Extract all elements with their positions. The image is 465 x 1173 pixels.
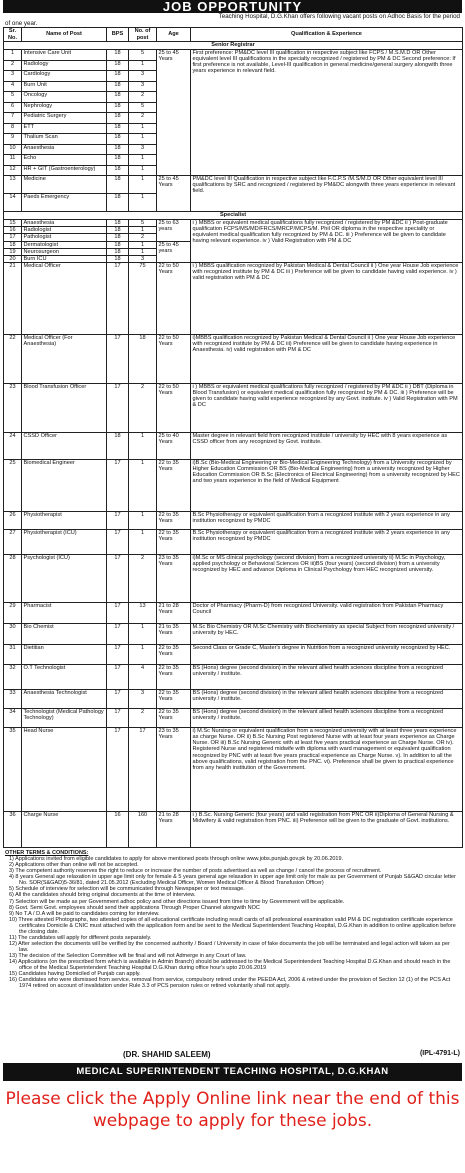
post-count-cell: 17 [129, 728, 157, 812]
table-header-row [4, 28, 463, 42]
apply-online-note: Please click the Apply Online link near the end of this webpage to apply for these jobs. [5, 1089, 460, 1131]
post-name-cell: Cardiology [22, 71, 107, 82]
post-count-cell: 160 [129, 812, 157, 848]
sr-no-cell: 28 [4, 555, 22, 603]
post-name-cell: Medical Officer (For Anaesthesia) [22, 335, 107, 384]
terms-section [3, 848, 462, 989]
post-name-cell: Physiotherapist [22, 512, 107, 530]
signatory-name: (DR. SHAHID SALEEM) [123, 1050, 211, 1059]
bps-cell: 17 [107, 624, 129, 645]
post-name-cell: Anaesthesia [22, 220, 107, 227]
post-count-cell: 3 [129, 690, 157, 709]
terms-item: 13) The decision of the Selection Committee will be final and will not Admerge in any Court of law. [9, 952, 247, 959]
age-cell: 21 to 28 Years [157, 812, 191, 848]
table-row [4, 50, 463, 61]
post-count-cell: 3 [129, 71, 157, 82]
terms-item: 7) Selection will be made as per Government adhoc policy and other directions issued from time to time by Government will be applicable. [9, 898, 345, 905]
ad-title: JOB OPPORTUNITY [3, 0, 462, 13]
sr-no-cell: 27 [4, 530, 22, 555]
post-count-cell: 1 [129, 123, 157, 134]
post-name-cell: Medicine [22, 176, 107, 194]
qualification-cell: Master degree in relevant field from recognized institute / university by HEC with 8 years experience as CSSD officer from any recognized by Govt. institute. [191, 433, 463, 460]
sr-no-cell: 34 [4, 709, 22, 728]
post-count-cell: 18 [129, 335, 157, 384]
terms-list [5, 856, 460, 989]
post-name-cell: Charge Nurse [22, 812, 107, 848]
qualification-cell: i ) MBBS or equivalent medical qualifications fully recognized / registered by PM &DC ii ) DBT (Diploma in Blood Transfusion) or equivalent medical qualification fully recognized by PM & DC. iii ) Preference will be given to candidate having valid experience recognized by any Govt. institute. iv ) Valid Registration with PM & DC [191, 384, 463, 433]
sr-no-cell: 36 [4, 812, 22, 848]
post-count-cell: 1 [129, 227, 157, 234]
qualification-cell: i)B.Sc (Bio-Medical Engineering or Bio-Medical Engineering Technology) from a University recognized by Higher Education Commission OR BS (Bio-Medical Engineering) from a university recognized by Higher Education Commission OR B.Sc (Electronics of Electrical Engineering) from a university recognized by HEC and two years experience in the field of Medical Equipment [191, 460, 463, 512]
sr-no-cell: 10 [4, 144, 22, 155]
post-count-cell: 1 [129, 624, 157, 645]
sr-no-cell: 26 [4, 512, 22, 530]
bps-cell: 18 [107, 194, 129, 212]
ad-ref-code: (IPL-4791-L) [419, 1050, 460, 1057]
bps-cell: 17 [107, 665, 129, 690]
table-row [4, 220, 463, 227]
post-count-cell: 1 [129, 645, 157, 665]
age-cell: 25 to 63 years [157, 220, 191, 242]
post-count-cell: 1 [129, 530, 157, 555]
terms-item: 4) 8 years General age relaxation in upper age limit only for female & 5 years general age relaxation in upper age limit only for male as per Government of Punjab S&GAD circular letter No. SOR(S&GAD)5-36/81, dated 21.05.2012 (Excluding Medical Officer, Women Medical Officer & Blood Transfusion Officer) [9, 874, 456, 887]
sr-no-cell: 5 [4, 92, 22, 103]
table-row [4, 812, 463, 848]
bps-cell: 18 [107, 176, 129, 194]
post-count-cell: 2 [129, 113, 157, 124]
table-row [4, 645, 463, 665]
post-count-cell: 3 [129, 144, 157, 155]
intro-line-2: of one year. [5, 20, 38, 27]
col-bps: BPS [107, 28, 129, 42]
sr-no-cell: 35 [4, 728, 22, 812]
sr-no-cell: 6 [4, 102, 22, 113]
post-count-cell: 13 [129, 603, 157, 624]
bps-cell: 18 [107, 165, 129, 176]
post-name-cell: Anaesthesia Technologist [22, 690, 107, 709]
sr-no-cell: 8 [4, 123, 22, 134]
bps-cell: 18 [107, 227, 129, 234]
qualification-cell: i)MBBS qualification recognized by Pakistan Medical & Dental Council ii ) One year House Job experience with recognized institute by PM & DC iii) Preference will be given to candidate having experience in Anaesthesia. iv) valid registration with PM & DC [191, 335, 463, 384]
section-specialist [4, 212, 463, 220]
bps-cell: 17 [107, 603, 129, 624]
sr-no-cell: 30 [4, 624, 22, 645]
qualification-cell: i ) B.Sc. Nursing Generic (four years) and valid registration from PNC OR ii)Diploma of General Nursing & Midwifery & valid registration from PNC. iii) Preference will be given to the graduate of Govt. institutions. [191, 812, 463, 848]
post-name-cell: HR + GIT (Gastroenterology) [22, 165, 107, 176]
terms-heading: OTHER TERMS & CONDITIONS: [5, 850, 89, 857]
age-cell: 22 to 35 Years [157, 512, 191, 530]
qualification-cell: M.Sc Bio Chemistry OR M.Sc Chemistry with Biochemistry as special Subject from recognized university / university by HEC. [191, 624, 463, 645]
post-count-cell: 75 [129, 263, 157, 335]
terms-item: 10) Three attested Photographs, two attested copies of all educational certificate including result cards of all professional examination valid PM & DC registration certificate experience certificates Domicile & CNIC must attached with the application form and be sent to the Medical Superintendent Teaching Hospital, D.G.Khan in addition to online application before the closing date. [9, 916, 456, 935]
terms-item: 9) No T.A / D.A will be paid to candidates coming for interview. [9, 910, 160, 917]
table-row [4, 555, 463, 603]
post-count-cell: 2 [129, 92, 157, 103]
age-cell: 22 to 50 Years [157, 335, 191, 384]
age-cell: 21 to 28 Years [157, 603, 191, 624]
table-row [4, 433, 463, 460]
qualification-cell: Second Class or Grade C, Master's degree in Nutrition from a recognized university recognized by HEC. [191, 645, 463, 665]
bps-cell: 17 [107, 530, 129, 555]
bps-cell: 18 [107, 234, 129, 241]
sr-no-cell: 25 [4, 460, 22, 512]
post-name-cell: ETT [22, 123, 107, 134]
age-cell: 22 to 50 Years [157, 384, 191, 433]
post-name-cell: Nephrology [22, 102, 107, 113]
age-cell: 22 to 35 Years [157, 665, 191, 690]
bps-cell: 17 [107, 728, 129, 812]
table-row [4, 512, 463, 530]
sr-no-cell: 9 [4, 134, 22, 145]
post-count-cell: 2 [129, 384, 157, 433]
post-name-cell: Anaesthesia [22, 144, 107, 155]
post-count-cell: 3 [129, 255, 157, 262]
table-row [4, 335, 463, 384]
sr-no-cell: 22 [4, 335, 22, 384]
terms-item: 2) Applications other than online will not be accepted. [9, 862, 139, 869]
post-count-cell: 1 [129, 460, 157, 512]
sr-no-cell: 19 [4, 248, 22, 255]
bps-cell: 17 [107, 690, 129, 709]
post-name-cell: Paeds Emergency [22, 194, 107, 212]
bps-cell: 18 [107, 113, 129, 124]
age-cell: 25 to 45 Years [157, 176, 191, 212]
post-name-cell: CSSD Officer [22, 433, 107, 460]
post-count-cell: 3 [129, 81, 157, 92]
sr-no-cell: 23 [4, 384, 22, 433]
age-cell: 22 to 35 Years [157, 460, 191, 512]
post-name-cell: Pediatric Surgery [22, 113, 107, 124]
section-senior-registrar [4, 42, 463, 50]
bps-cell: 18 [107, 155, 129, 166]
job-advertisement [3, 0, 462, 1086]
qualification-cell: B.Sc Physiotherapy or equivalent qualification from a recognized institute with 2 years experience in any institution recognized by PMDC [191, 512, 463, 530]
post-name-cell: Radiology [22, 60, 107, 71]
post-name-cell: Burn ICU [22, 255, 107, 262]
sr-no-cell: 21 [4, 263, 22, 335]
bps-cell: 18 [107, 50, 129, 61]
bps-cell: 16 [107, 812, 129, 848]
sr-no-cell: 20 [4, 255, 22, 262]
section-label: Senior Registrar [4, 42, 463, 50]
post-name-cell: Dermatologist [22, 241, 107, 248]
post-count-cell: 5 [129, 220, 157, 227]
bps-cell: 18 [107, 248, 129, 255]
sr-no-cell: 3 [4, 71, 22, 82]
post-count-cell: 1 [129, 248, 157, 255]
bps-cell: 17 [107, 555, 129, 603]
age-cell: 22 to 35 Years [157, 709, 191, 728]
post-name-cell: O.T Technologist [22, 665, 107, 690]
post-name-cell: Technologist (Medical Pathology Technology) [22, 709, 107, 728]
post-count-cell: 1 [129, 194, 157, 212]
qualification-cell: Doctor of Pharmacy (Pharm-D) from recognized University. valid registration from Pakistan Pharmacy Council [191, 603, 463, 624]
bps-cell: 18 [107, 241, 129, 248]
post-name-cell: Biomedical Engineer [22, 460, 107, 512]
intro-line-1: Teaching Hospital, D.G.Khan offers following vacant posts on Adhoc Basis for the period [218, 13, 460, 20]
sr-no-cell: 14 [4, 194, 22, 212]
sr-no-cell: 12 [4, 165, 22, 176]
table-row [4, 460, 463, 512]
office-banner: MEDICAL SUPERINTENDENT TEACHING HOSPITAL, D.G.KHAN [3, 1063, 462, 1081]
sr-no-cell: 18 [4, 241, 22, 248]
table-row [4, 176, 463, 194]
table-row [4, 603, 463, 624]
age-cell: 23 to 35 Years [157, 728, 191, 812]
terms-item: 6) All the candidates should bring original documents at the time of interview. [9, 892, 196, 899]
age-cell: 22 to 35 Years [157, 530, 191, 555]
col-qualification: Qualification & Experience [191, 28, 463, 42]
terms-item: 5) Schedule of interview for selection will be communicated through Newspaper or text message. [9, 886, 245, 893]
post-name-cell: Echo [22, 155, 107, 166]
sr-no-cell: 16 [4, 227, 22, 234]
sr-no-cell: 24 [4, 433, 22, 460]
table-row [4, 384, 463, 433]
qualification-cell: i) M.Sc Nursing or equivalent qualification from a recognized university with at least three years experience as charge Nurse. OR ii) B.Sc Nursing Post registered Nurse with at least four years experience as Charge Nurse. OR iii) B.Sc Nursing Generic with at least five years practical experience as Charge Nurse. OR iv). Registered Nurse and registered midwife with diploma with ward management or equivalent qualification recognized by PNC with at least five years practical experience as Charge Nurse. v). In addition to all the above qualifications, valid registration from the PNC. vi). Preference shall be given to practical experience from any health institution of the Government. [191, 728, 463, 812]
bps-cell: 17 [107, 512, 129, 530]
qualification-cell: i ) MBBS qualification recognized by Pakistan Medical & Dental Council ii ) One year House Job experience with recognized institute by PM & DC iii ) Preference will be given to candidate having valid experience. iv ) valid registration with PM & DC [191, 263, 463, 335]
bps-cell: 18 [107, 144, 129, 155]
age-cell: 25 to 45 Years [157, 50, 191, 176]
table-row [4, 690, 463, 709]
table-row [4, 624, 463, 645]
post-count-cell: 2 [129, 709, 157, 728]
sr-no-cell: 32 [4, 665, 22, 690]
post-count-cell: 1 [129, 155, 157, 166]
sr-no-cell: 11 [4, 155, 22, 166]
qualification-cell: First preference: PM&DC level III qualification in respective subject like FCPS / M.S.M.D OR Other equivalent level III qualifications in the specialty recognized / registered by PM & DC Second preference: If first preference is not available, Level-III qualification in general medicine/general surgery alongwith three years experience in relevant field. [191, 50, 463, 176]
bps-cell: 18 [107, 92, 129, 103]
post-count-cell: 5 [129, 102, 157, 113]
terms-item: 14) Applications (on the prescribed form which is available in Admin Branch) should be addressed to the Medical Superintendent Teaching Hospital D.G.Khan and should reach in the office of the Medical Superintendent Teaching Hospital D.G.Khan during office hour's upto 20.06.2019 [9, 958, 451, 972]
bps-cell: 17 [107, 335, 129, 384]
bps-cell: 17 [107, 645, 129, 665]
age-cell: 22 to 50 Years [157, 263, 191, 335]
age-cell: 21 to 35 Years [157, 624, 191, 645]
post-name-cell: Dietitian [22, 645, 107, 665]
qualification-cell: B.Sc Physiotherapy or equivalent qualification from a recognized institute with 2 years experience in any institution recognized by PMDC [191, 530, 463, 555]
bps-cell: 17 [107, 709, 129, 728]
post-name-cell: Head Nurse [22, 728, 107, 812]
post-name-cell: Neurosurgeon [22, 248, 107, 255]
posts-table [3, 27, 463, 848]
post-count-cell: 4 [129, 665, 157, 690]
sr-no-cell: 1 [4, 50, 22, 61]
qualification-cell: BS (Hons) degree (second division) in the relevant allied health sciences discipline from a recognized university / institute. [191, 709, 463, 728]
age-cell: 25 to 40 Years [157, 433, 191, 460]
post-count-cell: 1 [129, 165, 157, 176]
post-name-cell: Pathologist [22, 234, 107, 241]
terms-item: 16) Candidates who were dismissed from service, removal from service, compulsory retired under the PEEDA Act, 2006 & retired under the provision of Section 12 (1) of the PCS Act 1974 retired on account of invalidation under Rule 3.3 of PCS pension rules or retired voluntarily shall not apply. [9, 977, 451, 990]
sr-no-cell: 15 [4, 220, 22, 227]
bps-cell: 17 [107, 384, 129, 433]
post-count-cell: 1 [129, 433, 157, 460]
terms-item: 1) Applications invited from eligible candidates to apply for above mentioned posts through online www.jobs.punjab.gov.pk by 20.06.2019. [9, 856, 344, 863]
section-label: Specialist [4, 212, 463, 220]
terms-item: 11) The candidates will apply for different posts separately. [9, 934, 152, 941]
qualification-cell: i)M.Sc or MS clinical psychology (second division) from a recognized university ii) M.Sc in Psychology, applied psychology or Behavioral Sciences OR iii)BS (four years) (second division) from a university recognized by HEC and advance Diploma in Clinical Psychology from HEC recognized university. [191, 555, 463, 603]
table-row [4, 709, 463, 728]
bps-cell: 18 [107, 81, 129, 92]
sr-no-cell: 33 [4, 690, 22, 709]
terms-item: 12) After selection the documents will be verified by the concerned authority / Board / University in case of fake documents the job will be terminated and legal action will taken as per law. [9, 940, 450, 953]
bps-cell: 18 [107, 220, 129, 227]
post-count-cell: 1 [129, 176, 157, 194]
post-count-cell: 2 [129, 555, 157, 603]
post-name-cell: Blood Transfusion Officer [22, 384, 107, 433]
post-name-cell: Intensive Care Unit [22, 50, 107, 61]
post-name-cell: Oncology [22, 92, 107, 103]
bps-cell: 17 [107, 263, 129, 335]
post-name-cell: Psychologist (ICU) [22, 555, 107, 603]
table-row [4, 665, 463, 690]
col-sr-no: Sr. No. [4, 28, 22, 42]
bps-cell: 18 [107, 123, 129, 134]
qualification-cell: PM&DC level III Qualification in respective subject like F.C.P.S /M.S/M.D OR Other equivalent level III qualifications by SRC and recognized / registered by PM&DC alongwith three years experience in relevant field. [191, 176, 463, 212]
table-row [4, 263, 463, 335]
post-name-cell: Physiotherapist (ICU) [22, 530, 107, 555]
post-name-cell: Burn Unit [22, 81, 107, 92]
age-cell: 23 to 35 Years [157, 555, 191, 603]
sr-no-cell: 7 [4, 113, 22, 124]
terms-item: 15) Candidates having Domiciled of Punjab can apply. [9, 971, 141, 978]
age-cell: 22 to 35 Years [157, 645, 191, 665]
bps-cell: 18 [107, 433, 129, 460]
bps-cell: 18 [107, 255, 129, 262]
post-name-cell: Medical Officer [22, 263, 107, 335]
signatory-row [3, 1050, 462, 1060]
post-name-cell: Thalium Scan [22, 134, 107, 145]
post-count-cell: 1 [129, 134, 157, 145]
sr-no-cell: 31 [4, 645, 22, 665]
col-no-of-post: No. of post [129, 28, 157, 42]
table-row [4, 530, 463, 555]
age-cell: 22 to 35 Years [157, 690, 191, 709]
bps-cell: 18 [107, 71, 129, 82]
bps-cell: 18 [107, 60, 129, 71]
post-count-cell: 2 [129, 234, 157, 241]
sr-no-cell: 4 [4, 81, 22, 92]
qualification-cell: BS (Hons) degree (second division) in the relevant allied health sciences discipline from a recognized university / institute. [191, 665, 463, 690]
table-row [4, 728, 463, 812]
qualification-cell: i ) MBBS or equivalent medical qualifications fully recognized / registered by PM &DC ii ) Post-graduate qualification FCPS/MS/MD/FRCS/MRCP/MCPS/M. Phil OR diploma in the respective speciality or equivalent medical qualification fully recognized by PM & DC. iii ) Preference will be given to candidate having relevant experience. iv ) Valid Registration with PM & DC [191, 220, 463, 263]
sr-no-cell: 29 [4, 603, 22, 624]
sr-no-cell: 2 [4, 60, 22, 71]
terms-item: 8) Govt. Semi Govt. employees should send their applications Through Proper Channel alongwith NOC [9, 904, 260, 911]
post-name-cell: Pharmacist [22, 603, 107, 624]
age-cell: 25 to 45 years [157, 241, 191, 263]
post-count-cell: 1 [129, 512, 157, 530]
terms-item: 3) The competent authority reserves the right to reduce or increase the number of posts advertised as well as change / cancel the process of recruitment. [9, 868, 382, 875]
sr-no-cell: 17 [4, 234, 22, 241]
sr-no-cell: 13 [4, 176, 22, 194]
ad-intro [3, 13, 462, 27]
qualification-cell: BS (Hons) degree (second division) in the relevant allied health sciences discipline from a recognized university / institute. [191, 690, 463, 709]
post-count-cell: 1 [129, 241, 157, 248]
bps-cell: 18 [107, 134, 129, 145]
post-name-cell: Radiologist [22, 227, 107, 234]
col-post-name: Name of Post [22, 28, 107, 42]
post-name-cell: Bio Chemist [22, 624, 107, 645]
bps-cell: 18 [107, 102, 129, 113]
col-age: Age [157, 28, 191, 42]
post-count-cell: 1 [129, 60, 157, 71]
bps-cell: 17 [107, 460, 129, 512]
post-count-cell: 5 [129, 50, 157, 61]
